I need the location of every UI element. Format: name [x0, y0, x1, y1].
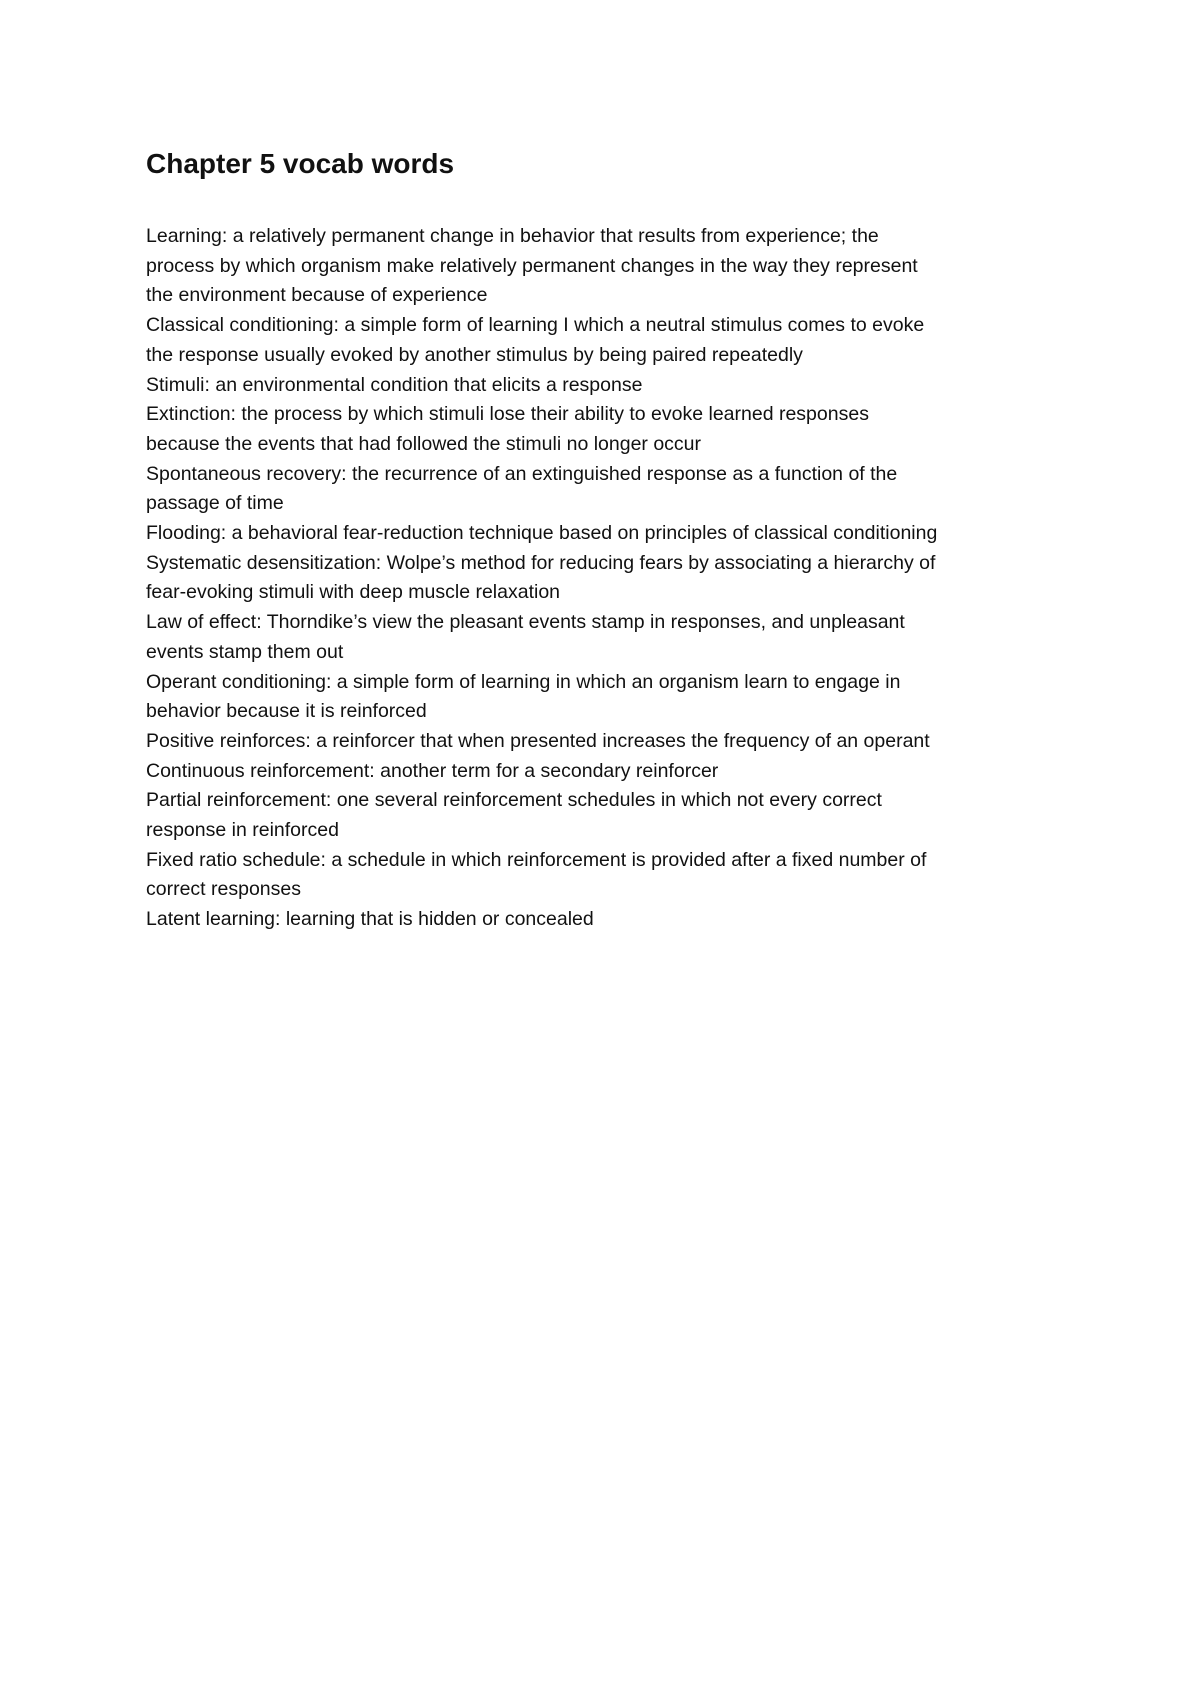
text-line: correct responses — [146, 878, 301, 901]
text-line: Spontaneous recovery: the recurrence of an extinguished response as a function of the — [146, 462, 898, 485]
text-line: behavior because it is reinforced — [146, 700, 427, 723]
text-line: Positive reinforces: a reinforcer that when presented increases the frequency of an operant — [146, 729, 930, 752]
text-line: fear-evoking stimuli with deep muscle relaxation — [146, 581, 561, 604]
text-line: Law of effect: Thorndike’s view the pleasant events stamp in responses, and unpleasant — [146, 611, 905, 634]
text-line: Latent learning: learning that is hidden or concealed — [146, 908, 594, 931]
document-title: Chapter 5 vocab words — [146, 148, 455, 179]
text-line: process by which organism make relatively permanent changes in the way they represent — [146, 254, 918, 277]
text-line: events stamp them out — [146, 640, 344, 663]
text-line: Systematic desensitization: Wolpe’s method for reducing fears by associating a hierarchy of — [146, 551, 936, 574]
text-line: passage of time — [146, 492, 284, 515]
text-line: Continuous reinforcement: another term for a secondary reinforcer — [146, 759, 719, 782]
text-line: because the events that had followed the stimuli no longer occur — [146, 432, 702, 455]
text-line: Classical conditioning: a simple form of learning I which a neutral stimulus comes to evoke — [146, 314, 925, 337]
text-line: Stimuli: an environmental condition that elicits a response — [146, 373, 643, 396]
text-line: the environment because of experience — [146, 284, 488, 307]
text-line: the response usually evoked by another stimulus by being paired repeatedly — [146, 343, 803, 366]
text-line: Flooding: a behavioral fear-reduction technique based on principles of classical conditioning — [146, 522, 938, 545]
text-line: Fixed ratio schedule: a schedule in which reinforcement is provided after a fixed number of — [146, 848, 927, 871]
text-line: response in reinforced — [146, 819, 339, 842]
text-line: Operant conditioning: a simple form of learning in which an organism learn to engage in — [146, 670, 901, 693]
vocab-list — [146, 222, 1066, 935]
text-line: Extinction: the process by which stimuli lose their ability to evoke learned responses — [146, 403, 869, 426]
text-line: Partial reinforcement: one several reinforcement schedules in which not every correct — [146, 789, 882, 812]
text-line: Learning: a relatively permanent change in behavior that results from experience; the — [146, 225, 879, 247]
